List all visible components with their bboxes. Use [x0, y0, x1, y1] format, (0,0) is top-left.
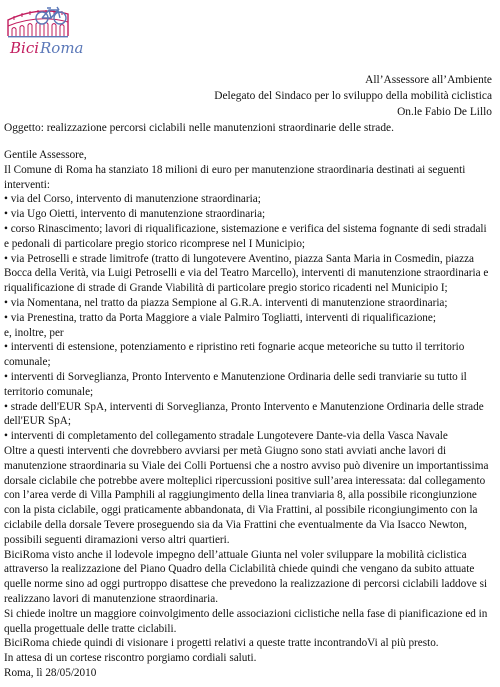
addressee-line: Delegato del Sindaco per lo sviluppo della mobilità ciclistica — [214, 90, 492, 102]
addressee-block — [214, 72, 492, 120]
addressee-line: On.le Fabio De Lillo — [397, 106, 492, 118]
addressee-line: All’Assessore all’Ambiente — [365, 74, 492, 86]
body-paragraph: BiciRoma chiede quindi di visionare i progetti relativi a queste tratte incontrandoVi al più presto. — [4, 637, 439, 650]
colosseum-bicycle-icon — [2, 2, 84, 58]
body-paragraph: Si chiede inoltre un maggiore coinvolgimento delle associazioni ciclistiche nella fase di pianificazione ed in quella progettuale delle tratte ciclabili. — [4, 607, 488, 635]
list-item: • via Petroselli e strade limitrofe (tratto di lungotevere Aventino, piazza Santa Maria in Cosmedin, piazza Bocca della Verità, via Luigi Petroselli e via del Teatro Marcello), interventi di manutenzione straordinaria e riqualificazione di strade di Grande Viabilità di particolare pregio storico ricadenti nel Municipio I; — [4, 252, 489, 295]
list-item: • via del Corso, intervento di manutenzione straordinaria; — [4, 193, 261, 206]
body-paragraph: Oltre a questi interventi che dovrebbero avviarsi per metà Giugno sono stati avviati anche lavori di manutenzione straordinaria su Viale dei Colli Portuensi che a nostro avviso può divenire un importantissima dorsale ciclabile che potrebbe avere molteplici ripercussioni positive sull’area interessata: dal collegamento con l’area verde di Villa Pamphili al raggiungimento della linea tranviaria 8, alla possibile ricongiunzione con la pista ciclabile, oggi praticamente abbandonata, di Via Frattini, al possibile ricongiungimento con la ciclabile della dorsale Tevere proseguendo sia da Via Frattini che eventualmente da Via Isacco Newton, possibili seguenti diramazioni verso altri quartieri. — [4, 444, 489, 546]
list-item: • interventi di estensione, potenziamento e ripristino reti fognarie acque meteoriche su tutto il territorio comunale; — [4, 341, 465, 369]
list-item: • strade dell'EUR SpA, interventi di Sorveglianza, Pronto Intervento e Manutenzione Ordinaria delle strade dell'EUR SpA; — [4, 400, 484, 428]
intro-paragraph: Il Comune di Roma ha stanziato 18 milioni di euro per manutenzione straordinaria destinati ai seguenti interventi: — [4, 163, 466, 191]
date-line: Roma, lì 28/05/2010 — [4, 666, 97, 679]
list-item: • interventi di Sorveglianza, Pronto Intervento e Manutenzione Ordinaria delle sedi tranviarie su tutto il territorio comunale; — [4, 370, 467, 398]
biciroma-logo — [2, 2, 84, 58]
closing-line: In attesa di un cortese riscontro porgiamo cordiali saluti. — [4, 652, 257, 665]
list-item: • via Prenestina, tratto da Porta Maggiore a viale Palmiro Togliatti, interventi di riqualificazione; — [4, 311, 436, 324]
list-item: • interventi di completamento del collegamento stradale Lungotevere Dante-via della Vasca Navale — [4, 430, 448, 443]
letter-body — [4, 148, 494, 681]
svg-text:Roma: Roma — [40, 39, 84, 57]
svg-text:Bici: Bici — [10, 39, 40, 57]
list-item: e, inoltre, per — [4, 326, 64, 339]
list-item: • corso Rinascimento; lavori di riqualificazione, sistemazione e verifica del sistema fognante di sedi stradali e pedonali di particolare pregio storico ricomprese nel I Municipio; — [4, 222, 487, 250]
greeting: Gentile Assessore, — [4, 149, 87, 161]
list-item: • via Nomentana, nel tratto da piazza Sempione al G.R.A. interventi di manutenzione straordinaria; — [4, 296, 448, 309]
list-item: • via Ugo Oietti, intervento di manutenzione straordinaria; — [4, 208, 266, 221]
body-paragraph: BiciRoma visto anche il lodevole impegno dell’attuale Giunta nel voler sviluppare la mobilità ciclistica attraverso la realizzazione del Piano Quadro della Ciclabilità chiede quindi che vengano da subito attuate quelle norme sino ad oggi purtroppo disattese che prevedono la realizzazione di percorsi ciclabili laddove si realizzano lavori di manutenzione straordinaria. — [4, 548, 488, 605]
subject-line: Oggetto: realizzazione percorsi ciclabili nelle manutenzioni straordinarie delle strade. — [4, 122, 394, 134]
